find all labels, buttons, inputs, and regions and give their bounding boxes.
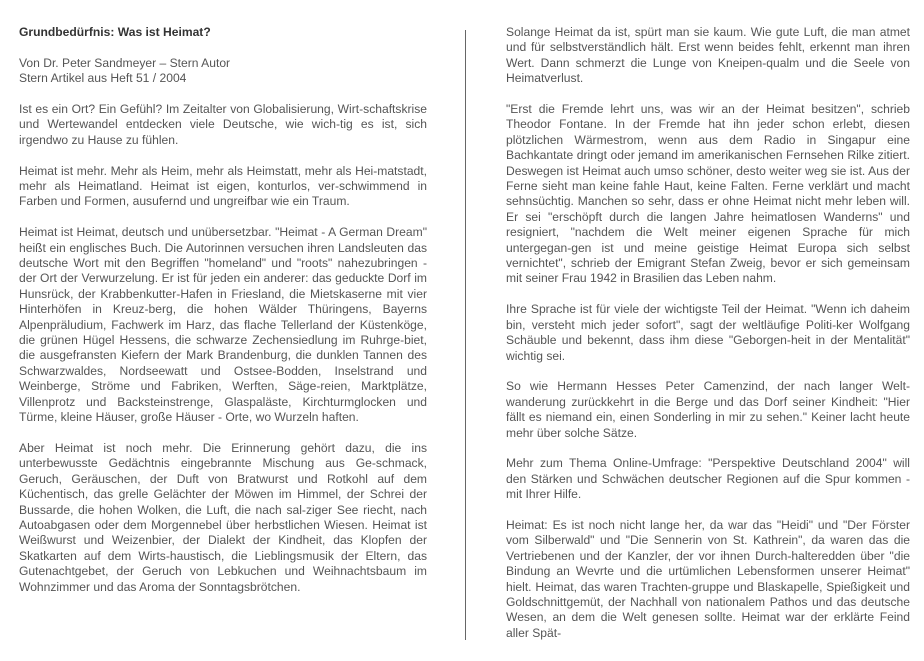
paragraph: Aber Heimat ist noch mehr. Die Erinnerung gehört dazu, die ins unterbewusste Gedächtnis eingebrannte Mischung aus Ge-schmack, Geruch, Geräuschen, der Duft von Bratwurst und Rotkohl auf dem Küchentisch, das grelle Gelächter der Möwen im Himmel, der Schrei der Bussarde, die hohen Wolken, die Luft, die nach sal-ziger See riecht, nach Autoabgasen oder dem Morgennebel über herbstlichen Wiesen. Heimat ist Weißwurst und Weizenbier, der Dialekt der Kindheit, das Klopfen der Skatkarten auf dem Wirts-haustisch, die Lieblingsmusik der Eltern, das Gutenachtgebet, der Geruch von Lebkuchen und Weihnachtsbaum im Wohnzimmer und das Aroma der Sonntagsbrötchen.: [19, 440, 427, 594]
right-column: [506, 25, 910, 657]
paragraph: "Erst die Fremde lehrt uns, was wir an der Heimat besitzen", schrieb Theodor Fontane. In der Fremde hat ihn jeder schon erlebt, diesen plötzlichen Wärmestrom, wenn aus dem Radio in Singapur eine Bachkantate dringt oder jemand im amerikanischen Fernsehen Rilke zitiert. Deswegen ist Heimat auch umso schöner, desto weiter weg sie ist. Aus der Ferne sieht man keine fahle Haut, keine Falten. Ferne verklärt und macht sehnsüchtig. Manchen so sehr, dass er ohne Heimat nicht mehr leben will. Er sei "erschöpft durch die langen Jahre heimatlosen Wanderns" und resigniert, "nachdem die Welt meiner eigenen Sprache für mich untergegan-gen ist und meine geistige Heimat Europa sich selbst vernichtet", schrieb der Emigrant Stefan Zweig, bevor er sich gemeinsam mit seiner Frau 1942 in Brasilien das Leben nahm.: [506, 102, 910, 286]
byline: [19, 56, 427, 87]
paragraph: Solange Heimat da ist, spürt man sie kaum. Wie gute Luft, die man atmet und für selbstverständlich hält. Erst wenn beides fehlt, erkennt man ihren Wert. Dann schmerzt die Lunge von Kneipen-qualm und die Seele von Heimatverlust.: [506, 25, 910, 86]
paragraph: Ist es ein Ort? Ein Gefühl? Im Zeitalter von Globalisierung, Wirt-schaftskrise und Wertewandel entdecken viele Deutsche, wie wich-tig es ist, sich irgendwo zu Hause zu fühlen.: [19, 102, 427, 147]
paragraph: Heimat: Es ist noch nicht lange her, da war das "Heidi" und "Der Förster vom Silberwald" und "Die Sennerin von St. Kathrein", da waren das die Vertriebenen und der Kanzler, der vor ihnen Durch-halteredden über "die Bindung an Wevrte und die urtümlichen Lebensformen unserer Heimat" hielt. Heimat, das waren Trachten-gruppe und Blaskapelle, Spießigkeit und Goldschnittgemüt, der Nachhall von nationalem Pathos und das deutsche Wesen, an dem die Welt genesen sollte. Heimat war der erklärte Feind aller Spät-: [506, 517, 910, 640]
byline-author: Von Dr. Peter Sandmeyer – Stern Autor: [19, 55, 231, 70]
paragraph: So wie Hermann Hesses Peter Camenzind, der nach langer Welt-wanderung zurückkehrt in die Berge und das Dorf seiner Kindheit: "Hier fällt es niemand ein, einen Sonderling in mir zu sehen." Keiner lacht heute mehr über solche Sätze.: [506, 379, 910, 440]
article-title: Grundbedürfnis: Was ist Heimat?: [19, 25, 211, 39]
paragraph: Heimat ist Heimat, deutsch und unübersetzbar. "Heimat - A German Dream" heißt ein englisches Buch. Die Autorinnen versuchen ihren Landsleuten das deutsche Wort mit den Begriffen "homeland" und "roots" nahezubringen - der Ort der Verwurzelung. Er ist für jeden ein anderer: das geduckte Dorf im Hunsrück, der Krabbenkutter-Hafen in Friesland, die Mietskaserne mit vier Hinterhöfen in Kreuz-berg, die hohen Wälder Thüringens, Bayerns Alpenpräludium, Fachwerk im Harz, das flache Tellerland der Küstenköge, die grünen Hügel Hessens, die schwarze Zechensiedlung im Ruhrge-biet, die ausgefransten Kiefern der Mark Brandenburg, die dunklen Tannen des Schwarzwaldes, Nordseewatt und Ostsee-Bodden, Inselstrand und Weinberge, Ströme und Fabriken, Werften, Säge-reien, Marktplätze, Villenprotz und Backsteinstrenge, Glaspaläste, Kirchturmglocken und Türme, kleine Häuser, große Häuser - Orte, wo Wurzeln haften.: [19, 225, 427, 425]
paragraph: Mehr zum Thema Online-Umfrage: "Perspektive Deutschland 2004" will den Stärken und Schwächen deutscher Regionen auf die Spur kommen - mit Ihrer Hilfe.: [506, 456, 910, 502]
column-divider: [465, 30, 466, 640]
paragraph: Ihre Sprache ist für viele der wichtigste Teil der Heimat. "Wenn ich daheim bin, versteht mich jeder sofort", sagt der weltläufige Politi-ker Wolfgang Schäuble und bekennt, dass ihm diese "Geborgen-heit in der Mentalität" wichtig sei.: [506, 302, 910, 363]
left-column: [19, 25, 427, 610]
byline-source: Stern Artikel aus Heft 51 / 2004: [19, 71, 187, 86]
paragraph: Heimat ist mehr. Mehr als Heim, mehr als Heimstatt, mehr als Hei-matstadt, mehr als Heimatland. Heimat ist eigen, konturlos, ver-schwimmend in Farben und Formen, ausufernd und ungreifbar wie ein Traum.: [19, 163, 427, 209]
